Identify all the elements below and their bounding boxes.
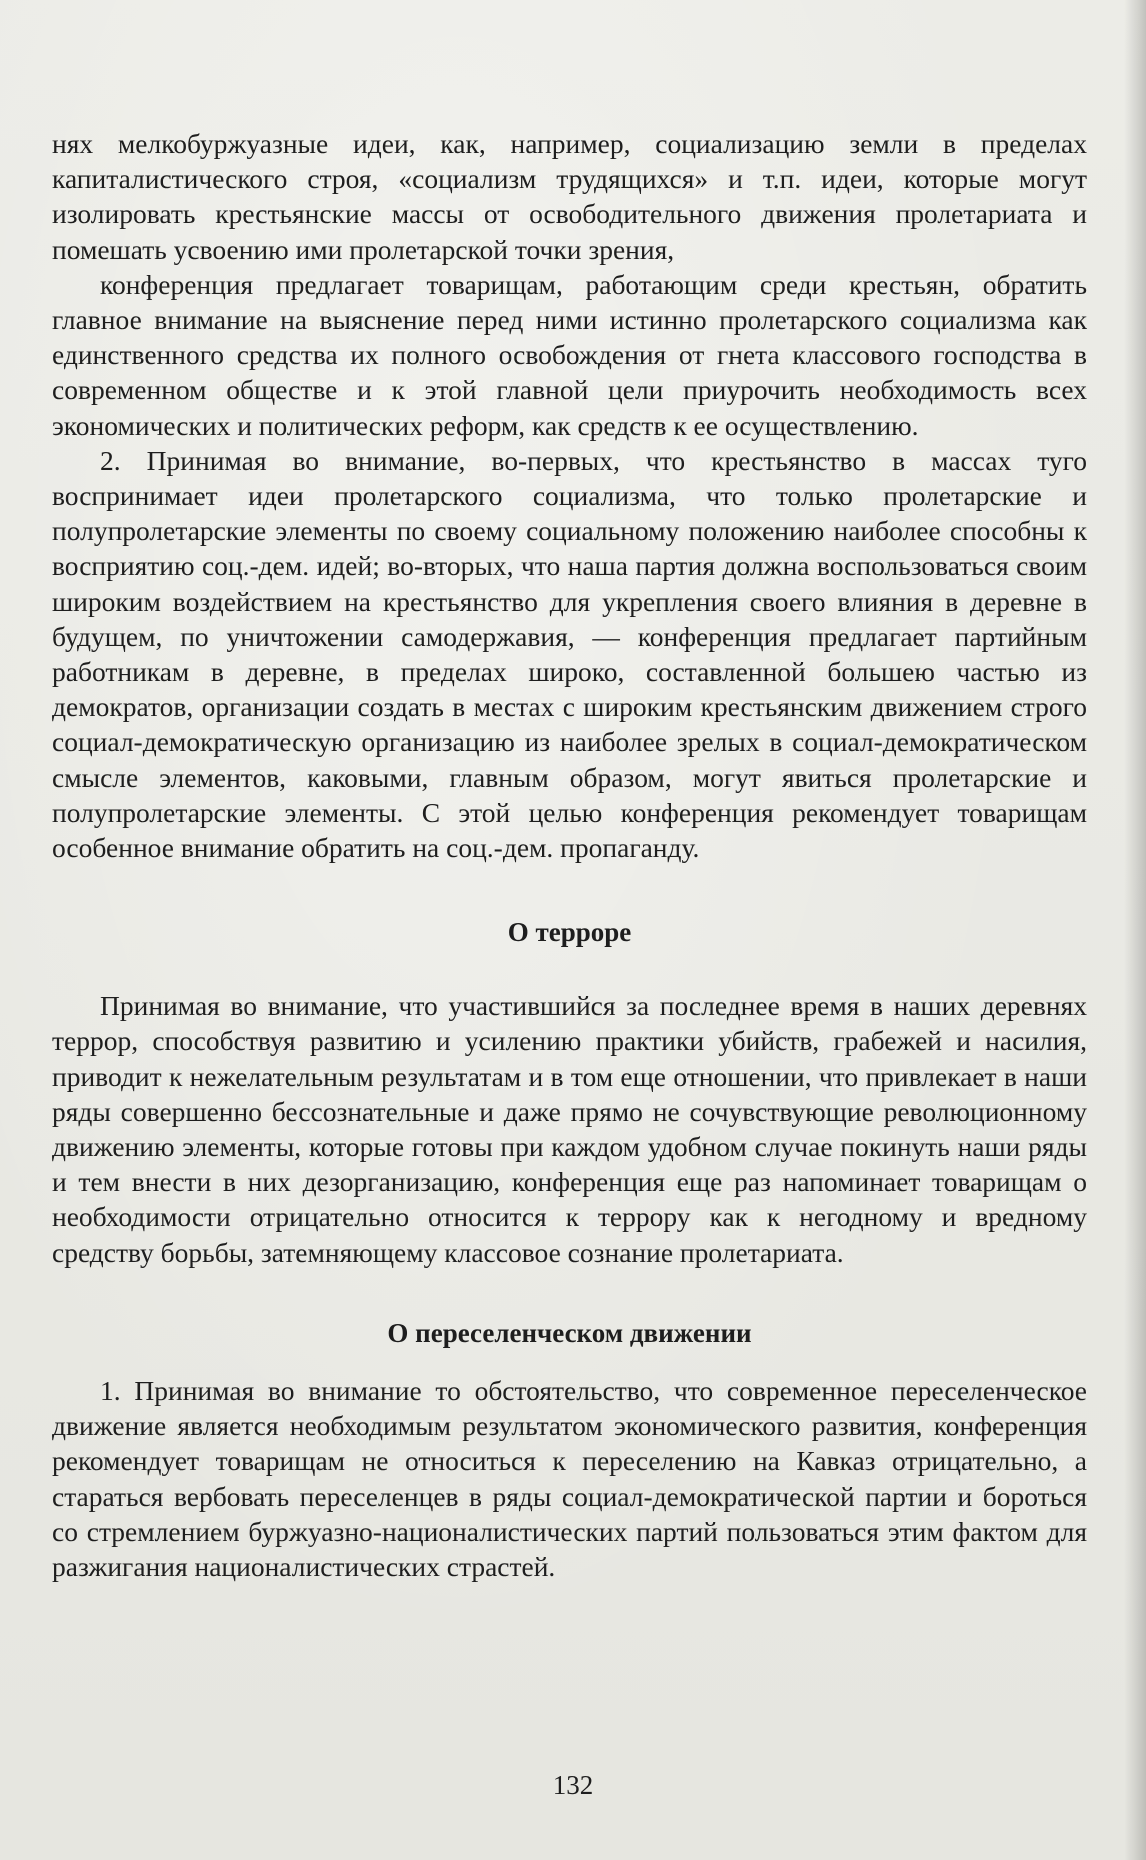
page-edge-shadow bbox=[1124, 0, 1146, 1860]
heading-terror: О терроре bbox=[507, 917, 632, 948]
paragraph-point-2: 2. Принимая во внимание, во-первых, что крестьянство в массах туго воспринимает идеи пролетарского социализма, что только пролетарские и полупролетарские элементы по своему социальному положению наиболее способны к восприятию соц.-дем. идей; во-вторых, что наша партия должна воспользоваться своим широким воздействием на крестьянство для укрепления своего влияния в деревне в будущем, по уничтожении самодержавия, — конференция предлагает партийным работникам в деревне, в пределах широко, составленной большею частью из демократов, организации создать в местах с широким крестьянским движением строго социал-демократическую организацию из наиболее зрелых в социал-демократическом смысле элементов, каковыми, главным образом, могут явиться пролетарские и полупролетарские элементы. С этой целью конференция рекомендует товарищам особенное внимание обратить на соц.-дем. пропаганду. bbox=[52, 444, 1087, 864]
paragraph-intro-continuation: нях мелкобуржуазные идеи, как, например, социализацию земли в пределах капиталистического строя, «социализм трудящихся» и т.п. идеи, которые могут изолировать крестьянские массы от освободительного движения пролетариата и помешать усвоению ими пролетарской точки зрения, bbox=[52, 128, 1087, 265]
paragraph-resettlement: 1. Принимая во внимание то обстоятельство, что современное переселенческое движение является необходимым результатом экономического развития, конференция рекомендует товарищам не относиться к переселению на Кавказ отрицательно, а стараться вербовать переселенцев в ряды социал-демократической партии и бороться со стремлением буржуазно-националистических партий пользоваться этим фактом для разжигания националистических страстей. bbox=[52, 1374, 1087, 1582]
page-number: 132 bbox=[552, 1770, 594, 1800]
page-content bbox=[52, 126, 1087, 1584]
paragraph-terror: Принимая во внимание, что участившийся за последнее время в наших деревнях террор, способствуя развитию и усилению практики убийств, грабежей и насилия, приводит к нежелательным результатам и в том еще отношении, что привлекает в наши ряды совершенно бессознательные и даже прямо не сочувствующие революционному движению элементы, которые готовы при каждом удобном случае покинуть наши ряды и тем внести в них дезорганизацию, конференция еще раз напоминает товарищам о необходимости отрицательно относится к террору как к негодному и вредному средству борьбы, затемняющему классовое сознание пролетариата. bbox=[52, 990, 1087, 1268]
heading-resettlement: О переселенческом движении bbox=[387, 1317, 752, 1348]
paragraph-conference-proposal: конференция предлагает товарищам, работающим среди крестьян, обратить главное внимание на выяснение перед ними истинно пролетарского социализма как единственного средства их полного освобождения от гнета классового господства в современном обществе и к этой главной цели приурочить необходимость всех экономических и политических реформ, как средств к ее осуществлению. bbox=[52, 268, 1087, 441]
